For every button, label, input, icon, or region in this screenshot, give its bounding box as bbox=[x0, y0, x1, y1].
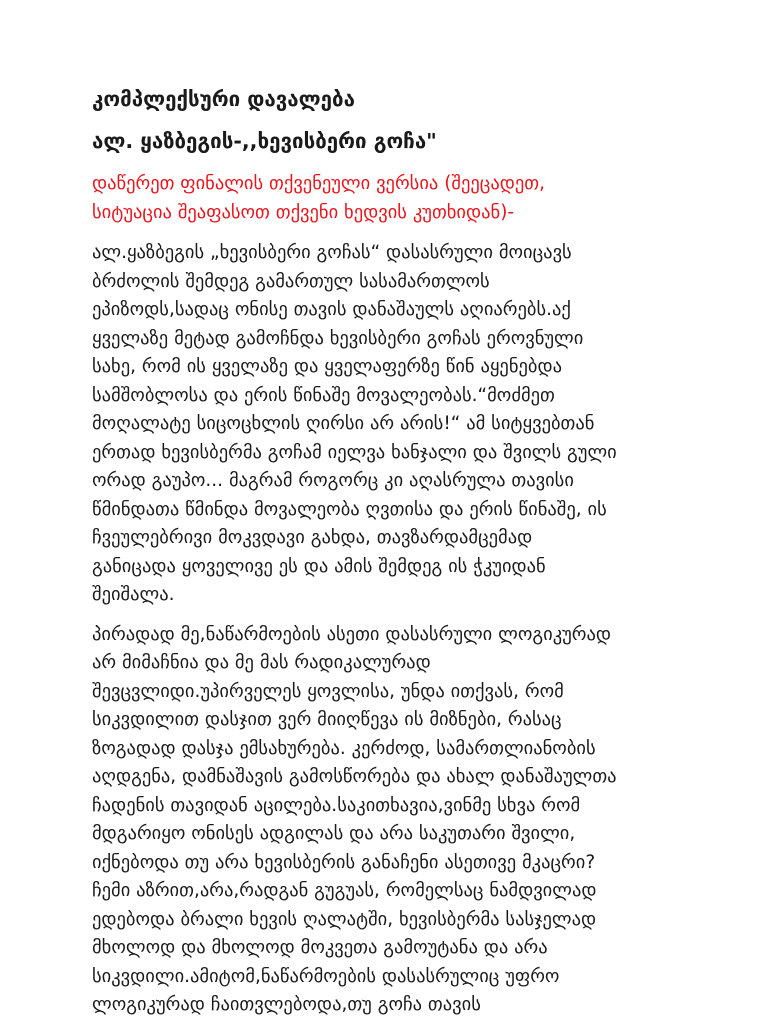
text-line: ყველაზე მეტად გამოჩნდა ხევისბერი გოჩას ეროვნული bbox=[92, 327, 584, 349]
text-line: ეპიზოდს,სადაც ონისე თავის დანაშაულს აღიარებს.აქ bbox=[92, 299, 571, 320]
text-line: ერთად ხევისბერმა გოჩამ იელვა ხანჯალი და შვილს გული bbox=[92, 441, 617, 463]
instruction-line: სიტუაცია შეაფასოთ თქვენი ხედვის კუთხიდან)- bbox=[92, 202, 515, 223]
text-line: იქნებოდა თუ არა ხევისბერის განაჩენი ასეთივე მკაცრი? bbox=[92, 851, 596, 873]
text-line: ალ.ყაზბეგის „ხევისბერი გოჩას“ დასასრული მოიცავს bbox=[92, 242, 572, 263]
document-page bbox=[92, 86, 692, 1020]
text-line: წმინდათა წმინდა მოვალეობა ღვთისა და ერის წინაშე, ის bbox=[92, 498, 607, 520]
text-line: მხოლოდ და მხოლოდ მოკვეთა გამოუტანა და არა bbox=[92, 937, 548, 958]
text-line: ედებოდა ბრალი ხევის ღალატში, ხევისბერმა სასჯელად bbox=[92, 908, 597, 930]
text-line: შეიშალა. bbox=[92, 584, 175, 605]
text-line: მდგარიყო ონისეს ადგილას და არა საკუთარი შვილი, bbox=[92, 823, 576, 844]
text-line: სიკვდილით დასჯით ვერ მიიღწევა ის მიზნები, რასაც bbox=[92, 709, 562, 730]
text-line: ორად გაუპო... მაგრამ როგორც კი აღასრულა თავისი bbox=[92, 470, 574, 491]
text-line: განიცადა ყოველივე ეს და ამის შემდეგ ის ჭკუიდან bbox=[92, 555, 546, 577]
text-line: სახე, რომ ის ყველაზე და ყველაფერზე წინ აყენებდა bbox=[92, 356, 562, 377]
text-line: ჩემი აზრით,არა,რადგან გუგუას, რომელსაც ნამდვილად bbox=[92, 880, 597, 901]
text-line: ჩვეულებრივი მოკვდავი გახდა, თავზარდამცემად bbox=[92, 527, 533, 548]
text-line: ბრძოლის შემდეგ გამართულ სასამართლოს bbox=[92, 270, 490, 292]
paragraph-opinion bbox=[92, 621, 692, 1020]
text-line: ლოგიკურად ჩაითვლებოდა,თუ გოჩა თავის bbox=[92, 994, 481, 1015]
text-line: სამშობლოსა და ერის წინაშე მოვალეობას.“მოძმეთ bbox=[92, 384, 555, 406]
text-line: ზოგადად დასჯა ემსახურება. კერძოდ, სამართლიანობის bbox=[92, 737, 596, 759]
text-line: შევცვლიდი.უპირველეს ყოვლისა, უნდა ითქვას, რომ bbox=[92, 680, 564, 702]
instruction-line: დაწერეთ ფინალის თქვენეული ვერსია (შეეცადეთ, bbox=[92, 173, 545, 194]
assignment-title: კომპლექსური დავალება bbox=[92, 87, 355, 111]
text-line: არ მიმაჩნია და მე მას რადიკალურად bbox=[92, 652, 431, 673]
text-line: პირადად მე,ნაწარმოების ასეთი დასასრული ლოგიკურად bbox=[92, 623, 612, 645]
work-title: ალ. ყაზბეგის-,,ხევისბერი გოჩა" bbox=[92, 129, 437, 153]
text-line: აღდგენა, დამნაშავის გამოსწორება და ახალ დანაშაულთა bbox=[92, 766, 617, 787]
paragraph-summary bbox=[92, 239, 692, 610]
assignment-instruction bbox=[92, 169, 692, 227]
text-line: მოღალატე სიცოცხლის ღირსი არ არის!“ ამ სიტყვებთან bbox=[92, 413, 595, 434]
text-line: სიკვდილი.ამიტომ,ნაწარმოების დასასრულიც უფრო bbox=[92, 965, 560, 987]
text-line: ჩადენის თავიდან აცილება.საკითხავია,ვინმე სხვა რომ bbox=[92, 794, 581, 816]
